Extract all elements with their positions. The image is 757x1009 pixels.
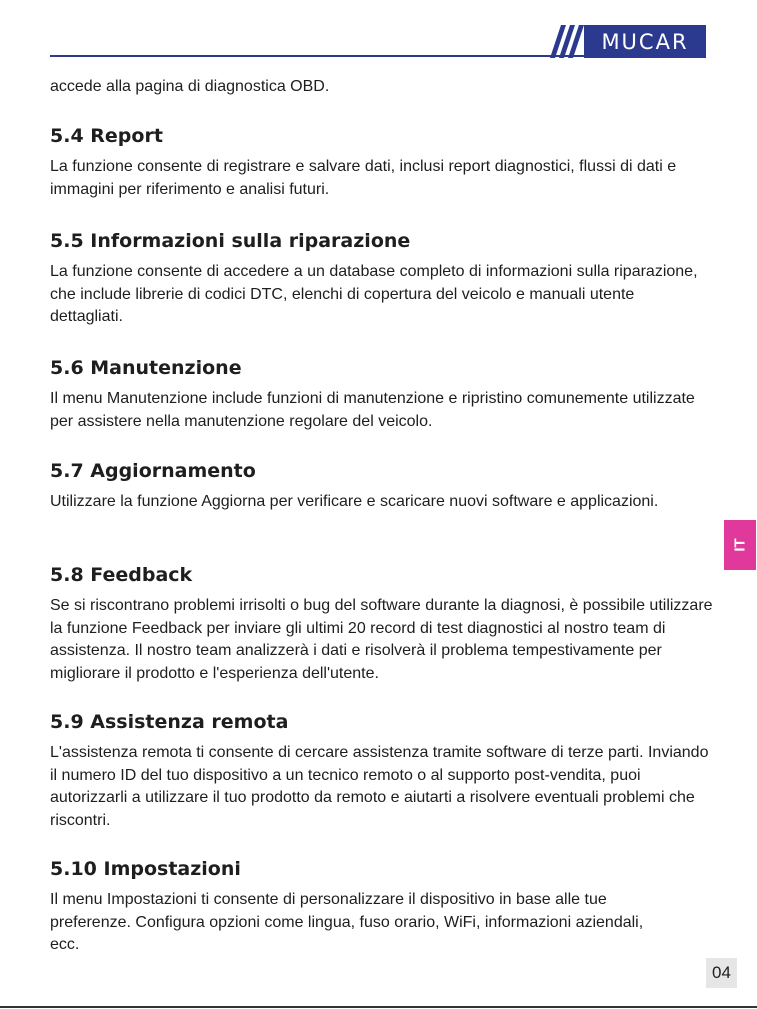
language-tab-label: IT: [731, 538, 749, 552]
page-number: 04: [706, 958, 737, 988]
section-aggiornamento: [50, 459, 710, 514]
brand-logo-text: MUCAR: [601, 29, 689, 54]
section-body: Il menu Impostazioni ti consente di personalizzare il dispositivo in base alle tue preferenze. Configura opzioni come lingua, fuso orario, WiFi, informazioni aziendali, ecc.: [50, 891, 644, 953]
section-manutenzione: [50, 356, 710, 433]
section-title: 5.7 Aggiornamento: [50, 460, 256, 482]
section-body: La funzione consente di registrare e salvare dati, inclusi report diagnostici, flussi di dati e immagini per riferimento e analisi futuri.: [50, 158, 677, 198]
language-tab: [724, 520, 756, 570]
section-title: 5.10 Impostazioni: [50, 858, 241, 880]
section-body: L'assistenza remota ti consente di cercare assistenza tramite software di terze parti. Inviando il numero ID del tuo dispositivo a un tecnico remoto o al supporto post-vendita, puoi autorizzarli a utilizzare il tuo prodotto da remoto e aiutarti a risolvere eventuali problemi che riscontri.: [50, 744, 709, 829]
section-impostazioni: [50, 857, 710, 957]
section-title: 5.9 Assistenza remota: [50, 711, 289, 733]
section-body: Il menu Manutenzione include funzioni di manutenzione e ripristino comunemente utilizzate per assistere nella manutenzione regolare del veicolo.: [50, 390, 695, 430]
brand-logo: [584, 25, 706, 58]
section-report: [50, 124, 710, 201]
section-assistenza-remota: [50, 710, 710, 832]
section-informazioni-riparazione: [50, 229, 710, 329]
section-title: 5.5 Informazioni sulla riparazione: [50, 230, 411, 252]
intro-text: accede alla pagina di diagnostica OBD.: [50, 78, 330, 95]
footer-rule: [0, 1006, 757, 1008]
section-title: 5.8 Feedback: [50, 564, 193, 586]
logo-slashes-icon: [544, 25, 584, 58]
section-title: 5.4 Report: [50, 125, 163, 147]
section-feedback: [50, 563, 713, 685]
section-body: Utilizzare la funzione Aggiorna per verificare e scaricare nuovi software e applicazioni.: [50, 493, 659, 510]
section-body: La funzione consente di accedere a un database completo di informazioni sulla riparazione, che include librerie di codici DTC, elenchi di copertura del veicolo e manuali utente dettagliati.: [50, 263, 698, 325]
section-body: Se si riscontrano problemi irrisolti o bug del software durante la diagnosi, è possibile utilizzare la funzione Feedback per inviare gli ultimi 20 record di test diagnostici al nostro team di assistenza. Il nostro team analizzerà i dati e risolverà il problema tempestivamente per migliorare il prodotto e l'esperienza dell'utente.: [50, 597, 713, 682]
section-title: 5.6 Manutenzione: [50, 357, 242, 379]
